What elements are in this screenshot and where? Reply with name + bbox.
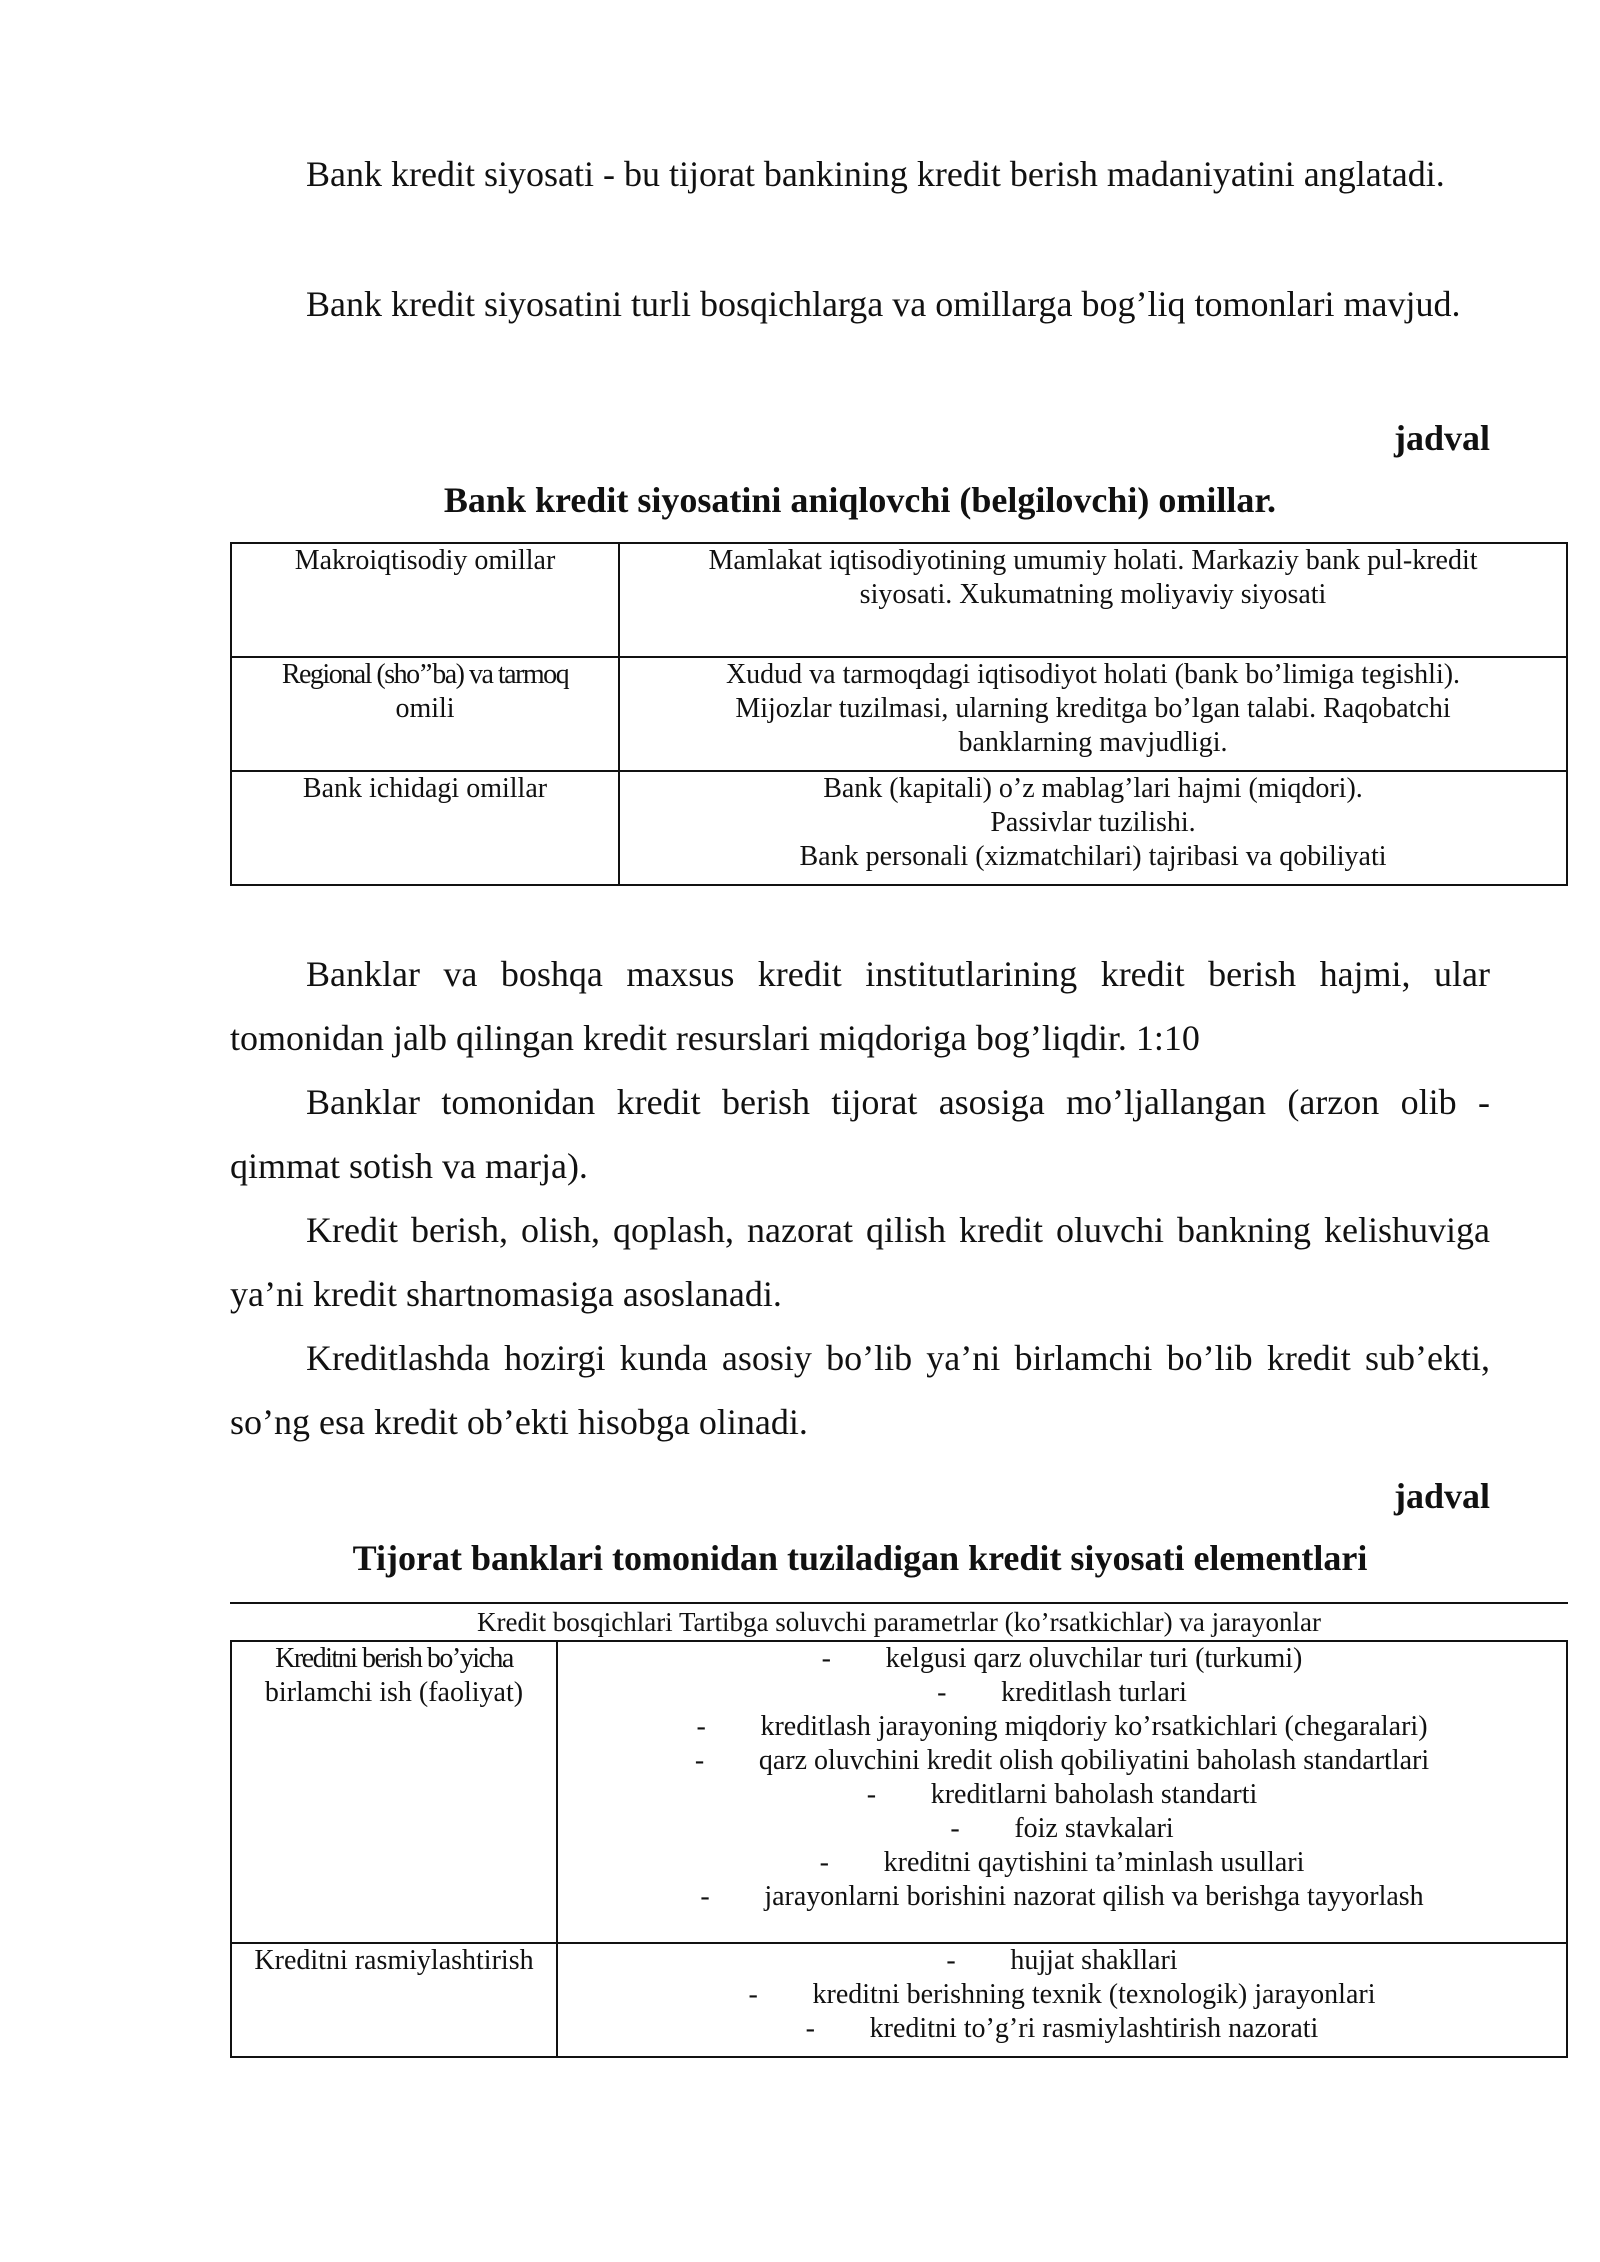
list-item-text: kreditni qaytishini ta’minlash usullari [883,1847,1305,1878]
cell-line: Bank (kapitali) o’z mablag’lari hajmi (miqdori). [823,773,1363,804]
paragraph: Banklar tomonidan kredit berish tijorat asosiga mo’ljallangan (arzon olib - qimmat sotish va marja). [230,1082,1490,1186]
cell-line: Kreditni berish bo’yicha [275,1643,513,1674]
dash: - [946,1945,956,1976]
dash: - [866,1779,877,1810]
list-item [564,1676,1560,1710]
list-item [564,2012,1560,2046]
cell-line: omili [395,693,455,724]
table-cell [557,1641,1567,1943]
list-item [564,1944,1560,1978]
paragraph: Kreditlashda hozirgi kunda asosiy bo’lib ya’ni birlamchi bo’lib kredit sub’ekti, so’ng esa kredit ob’ekti hisobga olinadi. [230,1338,1490,1442]
cell-line: Kreditni rasmiylashtirish [254,1945,534,1976]
list-item [564,1978,1560,2012]
table-row [231,657,1567,771]
table-caption: Bank kredit siyosatini aniqlovchi (belgilovchi) omillar. [443,480,1277,520]
table-cell [557,1943,1567,2057]
dash: - [694,1745,705,1776]
list-item-text: hujjat shakllari [1010,1945,1178,1976]
elements-table [230,1640,1568,2058]
cell-line: Passivlar tuzilishi. [990,807,1196,838]
cell-line: Makroiqtisodiy omillar [294,545,556,576]
table-cell [619,657,1567,771]
cell-line: Mamlakat iqtisodiyotining umumiy holati. Markaziy bank pul-kredit [708,545,1478,576]
cell-line: birlamchi ish (faoliyat) [264,1677,524,1708]
list-item-text: kreditlash jarayoning miqdoriy ko’rsatkichlari (chegaralari) [760,1711,1428,1742]
table-row [231,1943,1567,2057]
dash: - [819,1847,829,1878]
paragraph-block [230,942,1490,1454]
cell-line: banklarning mavjudligi. [958,727,1228,758]
paragraph: Bank kredit siyosatini turli bosqichlarga va omillarga bog’liq tomonlari mavjud. [306,284,1461,324]
paragraph: Kredit berish, olish, qoplash, nazorat qilish kredit oluvchi bankning kelishuviga ya’ni kredit shartnomasiga asoslanadi. [230,1210,1490,1314]
table-cell [231,1943,557,2057]
table-cell [619,771,1567,885]
list-item [564,1880,1560,1914]
list-item-text: foiz stavkalari [1014,1813,1174,1844]
cell-line: Bank personali (xizmatchilari) tajribasi va qobiliyati [799,841,1387,872]
paragraph: Banklar va boshqa maxsus kredit institutlarining kredit berish hajmi, ular tomonidan jalb qilingan kredit resurslari miqdoriga bog’liqdir. 1:10 [230,954,1490,1058]
table-row [231,771,1567,885]
list-item-text: kreditni berishning texnik (texnologik) jarayonlari [812,1979,1376,2010]
cell-line: Mijozlar tuzilmasi, ularning kreditga bo’lgan talabi. Raqobatchi [735,693,1451,724]
list-item [564,1778,1560,1812]
dash: - [700,1881,710,1912]
cell-line: Xudud va tarmoqdagi iqtisodiyot holati (bank bo’limiga tegishli). [725,659,1461,690]
cell-line: Bank ichidagi omillar [302,773,548,804]
cell-line: Regional (sho’’ba) va tarmoq [281,659,569,690]
table-cell [231,771,619,885]
list-item [564,1642,1560,1676]
table-cell [231,543,619,657]
table-cell [231,1641,557,1943]
cell-line: siyosati. Xukumatning moliyaviy siyosati [859,579,1327,610]
paragraph: Bank kredit siyosati - bu tijorat bankining kredit berish madaniyatini anglatadi. [306,154,1445,194]
table-cell [619,543,1567,657]
factors-table [230,542,1568,886]
table-row [231,1641,1567,1943]
table-cell [231,657,619,771]
dash: - [748,1979,758,2010]
dash: - [937,1677,947,1708]
table-caption: Tijorat banklari tomonidan tuziladigan kredit siyosati elementlari [352,1538,1368,1578]
dash: - [950,1813,960,1844]
dash: - [821,1643,831,1674]
list-item-text: kreditlarni baholash standarti [930,1779,1258,1810]
dash: - [696,1711,706,1742]
list-item [564,1744,1560,1778]
list-item-text: jarayonlarni borishini nazorat qilish va berishga tayyorlash [764,1881,1424,1912]
list-item-text: kelgusi qarz oluvchilar turi (turkumi) [885,1643,1303,1674]
list-item [564,1812,1560,1846]
list-item-text: kreditlash turlari [1001,1677,1187,1708]
table-row [231,543,1567,657]
list-item-text: kreditni to’g’ri rasmiylashtirish nazorati [869,2013,1319,2044]
table-label: jadval [1393,1476,1490,1516]
list-item [564,1710,1560,1744]
list-item-text: qarz oluvchini kredit olish qobiliyatini baholash standartlari [758,1745,1430,1776]
dash: - [805,2013,815,2044]
table-label: jadval [1393,418,1490,458]
table-header: Kredit bosqichlari Tartibga soluvchi parametrlar (ko’rsatkichlar) va jarayonlar [230,1602,1568,1640]
list-item [564,1846,1560,1880]
